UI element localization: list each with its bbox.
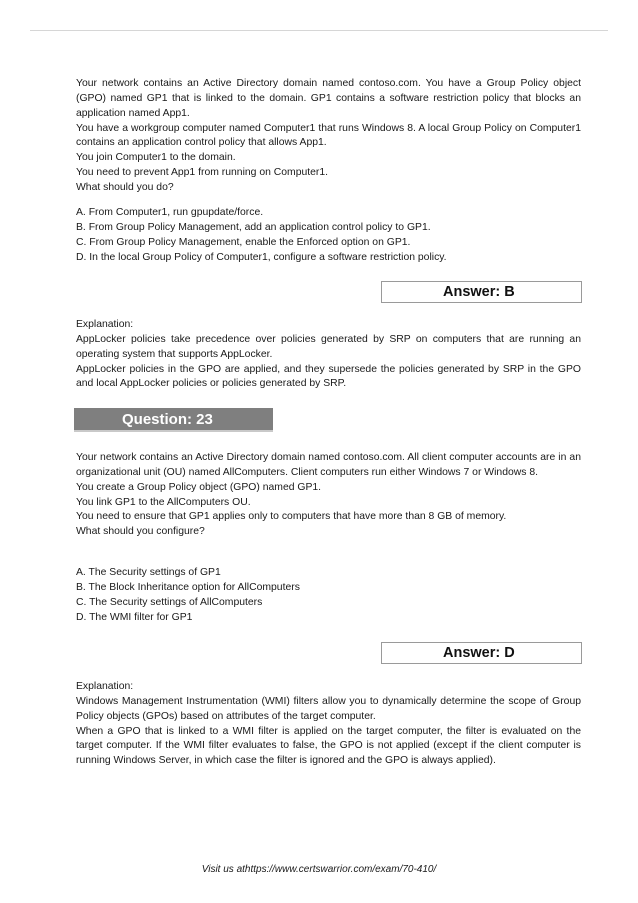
- explanation-line: When a GPO that is linked to a WMI filter is applied on the target computer, the filter is evaluated on the target computer. If the WMI filter evaluates to false, the GPO is not applied (except if the client computer is running Windows Server, in which case the filter is ignored and the GPO is always applied).: [76, 725, 581, 767]
- q22-stem-line: What should you do?: [76, 181, 174, 193]
- q23-stem-line: You link GP1 to the AllComputers OU.: [76, 496, 251, 508]
- question-header-bar: [74, 408, 273, 432]
- q22-explanation: [76, 318, 581, 392]
- explanation-heading: Explanation:: [76, 319, 134, 330]
- q23-explanation: [76, 680, 581, 769]
- q23-option-b: B. The Block Inheritance option for AllComputers: [76, 581, 300, 593]
- question-number: Question: 23: [122, 411, 213, 428]
- explanation-line: AppLocker policies in the GPO are applied, and they supersede the policies generated by SRP in the GPO and local AppLocker policies or policies generated by SRP.: [76, 363, 581, 390]
- q22-stem-line: You have a workgroup computer named Computer1 that runs Windows 8. A local Group Policy on Computer1 contains an application control policy that allows App1.: [76, 122, 581, 149]
- q22-stem-line: Your network contains an Active Directory domain named contoso.com. You have a Group Policy object (GPO) named GP1 that is linked to the domain. GP1 contains a software restriction policy that blocks an application named App1.: [76, 78, 581, 119]
- footer-link[interactable]: Visit us athttps://www.certswarrior.com/exam/70-410/: [201, 864, 437, 875]
- q23-option-c: C. The Security settings of AllComputers: [76, 596, 263, 608]
- q22-stem-line: You need to prevent App1 from running on Computer1.: [76, 167, 329, 179]
- q22-stem-line: You join Computer1 to the domain.: [76, 152, 236, 164]
- q23-answer-box: Answer: D: [381, 642, 582, 664]
- explanation-heading: Explanation:: [76, 681, 134, 692]
- q22-answer-box: Answer: B: [381, 281, 582, 303]
- top-divider: [30, 30, 608, 31]
- q23-stem-line: You need to ensure that GP1 applies only to computers that have more than 8 GB of memory.: [76, 511, 507, 523]
- q23-stem-line: What should you configure?: [76, 526, 205, 538]
- q23-option-d: D. The WMI filter for GP1: [76, 611, 193, 623]
- q22-option-c: C. From Group Policy Management, enable the Enforced option on GP1.: [76, 236, 411, 248]
- q22-stem: [76, 77, 581, 196]
- q23-stem-line: Your network contains an Active Directory domain named contoso.com. All client computer accounts are in an organizational unit (OU) named AllComputers. Client computers run either Windows 7 or Windows 8.: [76, 452, 581, 478]
- q23-option-a: A. The Security settings of GP1: [76, 567, 221, 578]
- q22-option-a: A. From Computer1, run gpupdate/force.: [76, 207, 264, 218]
- q23-stem-line: You create a Group Policy object (GPO) named GP1.: [76, 481, 322, 493]
- q23-stem: [76, 451, 581, 540]
- explanation-line: Windows Management Instrumentation (WMI) filters allow you to dynamically determine the scope of Group Policy objects (GPOs) based on attributes of the target computer.: [76, 695, 581, 722]
- q22-option-d: D. In the local Group Policy of Computer1, configure a software restriction policy.: [76, 251, 447, 263]
- explanation-line: AppLocker policies take precedence over policies generated by SRP on computers that are running an operating system that supports AppLocker.: [76, 333, 581, 360]
- q23-options: [76, 566, 581, 625]
- q22-option-b: B. From Group Policy Management, add an application control policy to GP1.: [76, 221, 431, 233]
- q22-options: [76, 206, 581, 265]
